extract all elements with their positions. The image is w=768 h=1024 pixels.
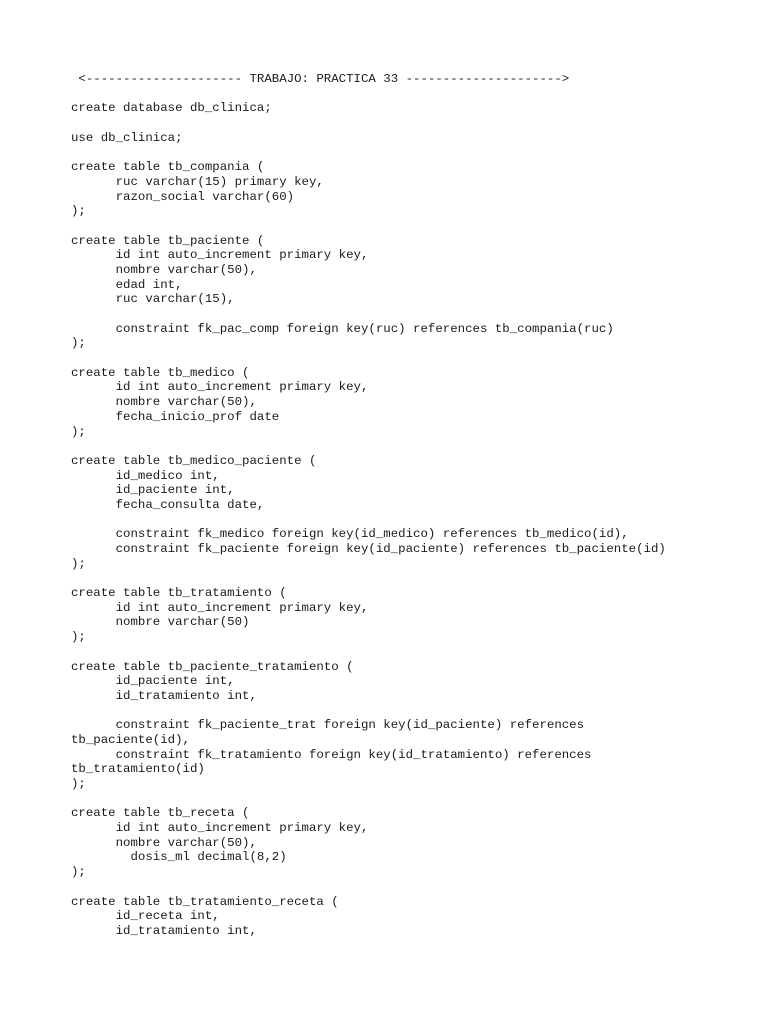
code-line: id int auto_increment primary key, bbox=[71, 380, 369, 395]
code-line bbox=[71, 145, 761, 160]
code-line: ); bbox=[71, 556, 86, 571]
code-line: nombre varchar(50), bbox=[71, 395, 257, 410]
code-line: nombre varchar(50), bbox=[71, 262, 257, 277]
code-line bbox=[71, 116, 761, 131]
code-line: create table tb_tratamiento ( bbox=[71, 586, 287, 601]
code-line: edad int, bbox=[71, 277, 183, 292]
code-line bbox=[71, 513, 761, 528]
code-line bbox=[71, 87, 761, 102]
code-line bbox=[71, 439, 761, 454]
code-line bbox=[71, 704, 761, 719]
code-line: tb_paciente(id), bbox=[71, 732, 190, 747]
code-line bbox=[71, 645, 761, 660]
code-line: create table tb_paciente_tratamiento ( bbox=[71, 659, 354, 674]
code-line: create table tb_paciente ( bbox=[71, 233, 265, 248]
code-line: id_tratamiento int, bbox=[71, 688, 257, 703]
code-line: razon_social varchar(60) bbox=[71, 189, 295, 204]
code-line: fecha_consulta date, bbox=[71, 497, 265, 512]
code-line bbox=[71, 880, 761, 895]
code-line: ); bbox=[71, 424, 86, 439]
code-line: nombre varchar(50) bbox=[71, 615, 250, 630]
code-line: dosis_ml decimal(8,2) bbox=[71, 850, 287, 865]
code-line: ); bbox=[71, 204, 86, 219]
code-line: create table tb_compania ( bbox=[71, 160, 265, 175]
code-line: nombre varchar(50), bbox=[71, 835, 257, 850]
code-line: create table tb_medico_paciente ( bbox=[71, 453, 317, 468]
code-line: ruc varchar(15), bbox=[71, 292, 235, 307]
code-line: id int auto_increment primary key, bbox=[71, 600, 369, 615]
code-line: id_paciente int, bbox=[71, 483, 235, 498]
code-line: create table tb_tratamiento_receta ( bbox=[71, 894, 339, 909]
code-line: constraint fk_tratamiento foreign key(id_tratamiento) references bbox=[71, 747, 592, 762]
code-line bbox=[71, 351, 761, 366]
code-line: create database db_clinica; bbox=[71, 101, 272, 116]
code-line: fecha_inicio_prof date bbox=[71, 409, 280, 424]
code-line bbox=[71, 571, 761, 586]
code-line: id_medico int, bbox=[71, 468, 220, 483]
sql-code-block bbox=[71, 72, 761, 939]
code-line bbox=[71, 792, 761, 807]
code-line: ); bbox=[71, 630, 86, 645]
code-line: id int auto_increment primary key, bbox=[71, 248, 369, 263]
code-line: <--------------------- TRABAJO: PRACTICA 33 ---------------------> bbox=[71, 72, 570, 86]
code-line: create table tb_receta ( bbox=[71, 806, 250, 821]
code-line: ); bbox=[71, 777, 86, 791]
code-line: create table tb_medico ( bbox=[71, 365, 250, 380]
code-line: id_paciente int, bbox=[71, 674, 235, 689]
code-line: use db_clinica; bbox=[71, 130, 183, 145]
code-line: constraint fk_medico foreign key(id_medico) references tb_medico(id), bbox=[71, 527, 629, 542]
code-line: id int auto_increment primary key, bbox=[71, 821, 369, 836]
code-line: ); bbox=[71, 336, 86, 351]
code-line: ruc varchar(15) primary key, bbox=[71, 174, 324, 189]
code-line: ); bbox=[71, 865, 86, 880]
code-line: id_tratamiento int, bbox=[71, 923, 257, 938]
code-line: constraint fk_paciente_trat foreign key(id_paciente) references bbox=[71, 718, 585, 733]
code-line: constraint fk_paciente foreign key(id_paciente) references tb_paciente(id) bbox=[71, 542, 666, 556]
code-line: tb_tratamiento(id) bbox=[71, 762, 205, 777]
code-line bbox=[71, 307, 761, 322]
code-line: id_receta int, bbox=[71, 909, 220, 924]
code-line bbox=[71, 219, 761, 234]
code-line: constraint fk_pac_comp foreign key(ruc) references tb_compania(ruc) bbox=[71, 321, 614, 336]
